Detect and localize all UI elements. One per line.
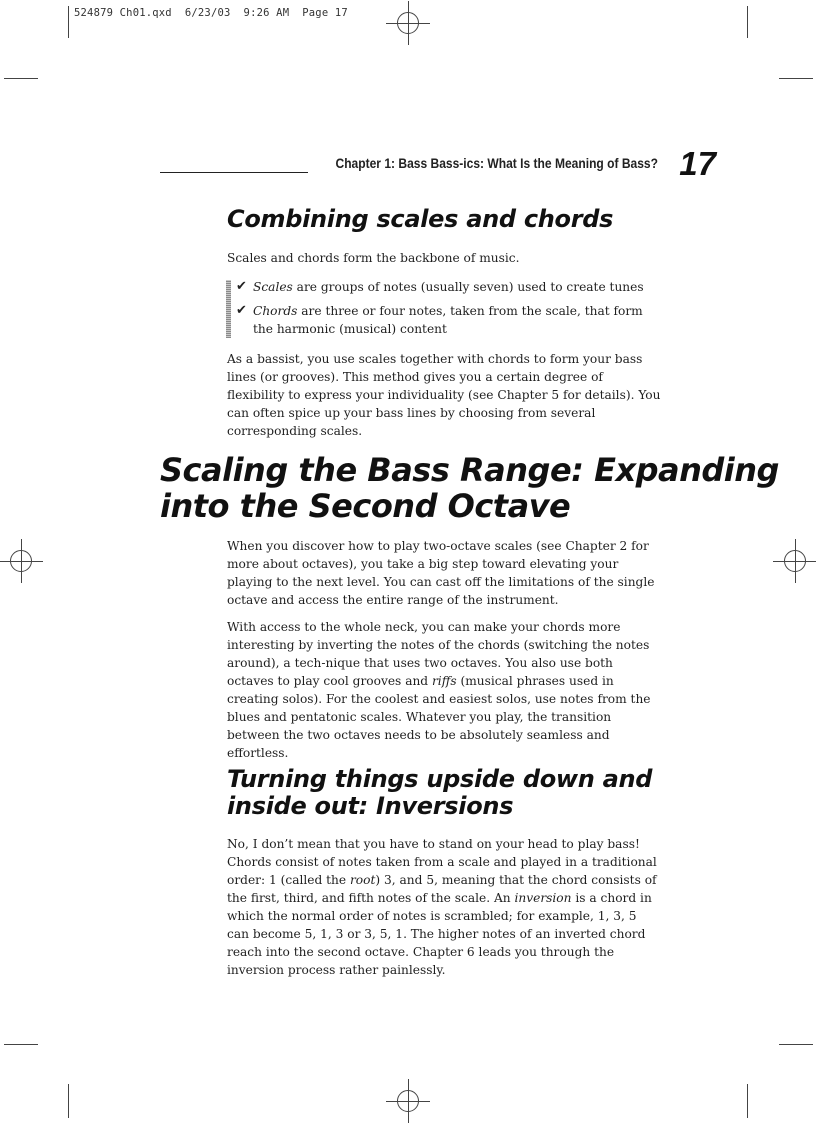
crop-mark-top-left-horizontal xyxy=(4,78,38,79)
list-item-scales-text: are groups of notes (usually seven) used to create tunes xyxy=(292,280,644,294)
running-head-chapter-title: Chapter 1: Bass Bass-ics: What Is the Meaning of Bass? xyxy=(335,155,658,171)
checkmark-icon: ✔ xyxy=(236,279,247,294)
term-root: root xyxy=(349,873,376,887)
running-head xyxy=(160,145,718,182)
page-number: 17 xyxy=(679,145,716,182)
heading-inversions xyxy=(227,766,652,820)
term-riffs: riffs xyxy=(431,674,457,688)
crop-mark-bottom-left-horizontal xyxy=(4,1044,38,1045)
registration-mark-top xyxy=(397,12,419,34)
paragraph-combining-intro: Scales and chords form the backbone of music. xyxy=(227,251,520,265)
paragraph-whole-neck-text-a: With access to the whole neck, you can make your chords more interesting by inverting the notes of the chords (switching the notes around), a tech-nique that uses two octaves. You also use both octaves to play cool grooves and xyxy=(227,620,650,688)
registration-mark-left xyxy=(10,550,32,572)
heading-inversions-line-2: inside out: Inversions xyxy=(227,792,514,820)
crop-mark-bottom-right-vertical xyxy=(747,1084,748,1118)
paragraph-whole-neck-text-b: (musical phrases used in creating solos). For the coolest and easiest solos, use notes from the blues and pentatonic scales. Whatever you play, the transition between the two octaves needs to be absolutely seamless and effortless. xyxy=(227,674,651,760)
paragraph-inversions-text-b: ) 3, and 5, meaning that the chord consists of the first, third, and fifth notes of the scale. An xyxy=(227,873,657,905)
printer-slug: 524879 Ch01.qxd 6/23/03 9:26 AM Page 17 xyxy=(74,7,348,19)
running-head-rule xyxy=(160,172,308,173)
crop-mark-bottom-left-vertical xyxy=(68,1084,69,1118)
paragraph-whole-neck xyxy=(227,618,662,762)
list-item-chords xyxy=(227,302,662,338)
heading-scaling-line-2: into the Second Octave xyxy=(160,487,571,525)
list-item-chords-text: are three or four notes, taken from the scale, that form the harmonic (musical) content xyxy=(253,304,643,336)
crop-mark-top-right-vertical xyxy=(747,6,748,38)
term-scales: Scales xyxy=(253,280,293,294)
heading-scaling-line-1: Scaling the Bass Range: Expanding xyxy=(160,451,779,489)
heading-scaling-the-bass-range xyxy=(160,452,779,524)
registration-mark-right xyxy=(784,550,806,572)
paragraph-bassist-scales-chords: As a bassist, you use scales together with chords to form your bass lines (or grooves). This method gives you a certain degree of flexibility to express your individuality (see Chapter 5 for details). You can often spice up your bass lines by choosing from several corresponding scales. xyxy=(227,352,661,438)
list-item-scales xyxy=(227,278,662,296)
heading-inversions-line-1: Turning things upside down and xyxy=(227,765,653,793)
paragraph-inversions-text-c: is a chord in which the normal order of notes is scrambled; for example, 1, 3, 5 can become 5, 1, 3 or 3, 5, 1. The higher notes of an inverted chord reach into the second octave. Chapter 6 leads you through the inversion process rather painlessly. xyxy=(227,891,652,977)
paragraph-two-octave-scales: When you discover how to play two-octave scales (see Chapter 2 for more about octaves), you take a big step toward elevating your playing to the next level. You can cast off the limitations of the single octave and access the entire range of the instrument. xyxy=(227,539,655,607)
crop-mark-bottom-right-horizontal xyxy=(779,1044,813,1045)
bullet-list-scales-chords xyxy=(227,278,662,338)
registration-mark-bottom xyxy=(397,1090,419,1112)
crop-mark-top-right-horizontal xyxy=(779,78,813,79)
term-inversion: inversion xyxy=(514,891,572,905)
checkmark-icon: ✔ xyxy=(236,303,247,318)
heading-combining-scales-and-chords: Combining scales and chords xyxy=(227,205,614,233)
paragraph-inversions-text-a: No, I don’t mean that you have to stand on your head to play bass! Chords consist of notes taken from a scale and played in a traditional order: 1 (called the xyxy=(227,837,657,887)
crop-mark-top-left-vertical xyxy=(68,6,69,38)
term-chords: Chords xyxy=(253,304,298,318)
paragraph-inversions xyxy=(227,835,662,979)
